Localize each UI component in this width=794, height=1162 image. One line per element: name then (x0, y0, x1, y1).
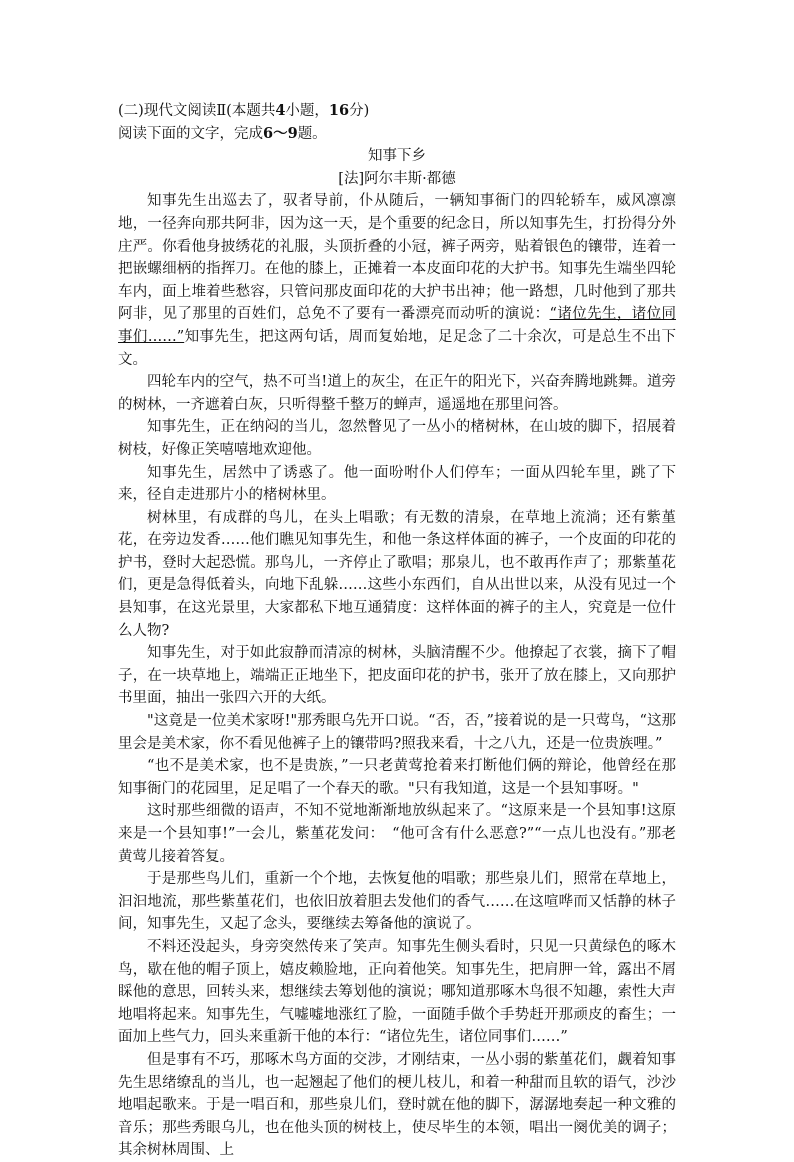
paragraph-6: 知事先生，对于如此寂静而清凉的树林，头脑清醒不少。他撩起了衣裳，摘下了帽子，在一块草地上，端端正正地坐下，把皮面印花的护书，张开了放在膝上，又向那护书里面，抽出一张四六开的大纸。 (118, 645, 676, 707)
underlined-quote: “诸位先生，诸位同事们……” (118, 306, 676, 345)
paragraph-7: "这竟是一位美术家呀!"那秀眼乌先开口说。“否，否，”接着说的是一只莺鸟，“这那里会是美术家，你不看见他裤子上的镶带吗?照我来看，十之八九，还是一位贵族哩。” (118, 713, 676, 752)
document-page (118, 100, 676, 1162)
paragraph-9 (118, 800, 676, 868)
paragraph-11: 不料还没起头，身旁突然传来了笑声。知事先生侧头看时，只见一只黄绿色的啄木鸟，歇在他的帽子顶上，嬉皮赖脸地，正向着他笑。知事先生，把肩胛一耸，露出不屑睬他的意思，回转头来，想继续去筹划他的演说；哪知道那啄木鸟很不知趣，索性大声地唱将起来。知事先生，气嘘嘘地涨红了脸，一面随手做个手势赶开那顽皮的畜生；一面加上些气力，回头来重新干他的本行：“诸位先生，诸位同事们……” (118, 938, 676, 1046)
question-count: 4 (275, 102, 286, 119)
section-heading-prefix: (二)现代文阅读Ⅱ(本题共 (118, 103, 276, 119)
paragraph-1-text-b: 知事先生，把这两句话，周而复始地，足足念了二十余次，可是总生不出下文。 (118, 328, 676, 368)
section-heading (118, 100, 676, 123)
instruction (118, 123, 676, 146)
section-heading-suffix: 分) (349, 103, 370, 119)
article-author: [法]阿尔丰斯·都德 (338, 170, 456, 187)
paragraph-5: 树林里，有成群的鸟儿，在头上唱歌；有无数的清泉，在草地上流淌；还有紫堇花，在旁边发香……他们瞧见知事先生，和他一条这样体面的裤子，一个皮面的印花的护书，登时大起恐慌。那鸟儿，一齐停止了歌唱；那泉儿，也不敢再作声了；那紫堇花们，更是急得低着头，向地下乱躲……这些小东西们，自从出世以来，从没有见过一个县知事，在这光景里，大家都私下地互通猜度：这样体面的裤子的主人，究竟是一位什么人物? (118, 509, 676, 639)
paragraph-9-text-a: 这时那些细微的语声，不知不觉地渐渐地放纵起来了。“这原来是一个县知事!这原来是一个县知事!”一会儿，紫堇花发问： (118, 803, 676, 842)
question-range: 6～9 (263, 124, 298, 142)
article-title: 知事下乡 (368, 148, 426, 165)
paragraph-1-text-a: 知事先生出巡去了，驭者导前，仆从随后，一辆知事衙门的四轮轿车，威风凛凛地，一径奔向那共阿非，因为这一天，是个重要的纪念日，所以知事先生，打扮得分外庄严。你看他身披绣花的礼服，头顶折叠的小冠，裤子两旁，贴着银色的镶带，连着一把嵌螺细柄的指挥刀。在他的膝上，正摊着一本皮面印花的大护书。知事先生端坐四轮车内，面上堆着些愁容，只管问那皮面印花的大护书出神；他一路想，几时他到了那共阿非，见了那里的百姓们，总免不了要有一番漂亮而动听的演说： (118, 193, 676, 323)
paragraph-12: 但是事有不巧，那啄木鸟方面的交涉，才刚结束，一丛小弱的紫堇花们，觑着知事先生思绪缭乱的当儿，也一起翘起了他们的梗儿枝儿，和着一种甜而且软的语气，沙沙地唱起歌来。于是一唱百和，那些泉儿们，登时就在他的脚下，潺潺地奏起一种文雅的音乐；那些秀眼乌儿，也在他头顶的树枝上，使尽毕生的本领，唱出一阕优美的调子；其余树林周围、上 (118, 1051, 676, 1159)
paragraph-9-text-b: “他可含有什么恶意?”“一点儿也没有。”那老黄莺儿接着答复。 (118, 826, 677, 865)
instruction-suffix: 题。 (297, 125, 327, 142)
total-score: 16 (328, 102, 350, 119)
section-heading-mid: 小题， (285, 103, 329, 119)
paragraph-8: “也不是美术家，也不是贵族，”一只老黄莺抢着来打断他们俩的辩论，他曾经在那知事衙门的花园里，足足唱了一个春天的歌。"只有我知道，这是一个县知事呀。" (118, 758, 676, 797)
paragraph-4: 知事先生，居然中了诱惑了。他一面吩咐仆人们停车；一面从四轮车里，跳了下来，径自走进那片小的楮树林里。 (118, 464, 676, 504)
paragraph-10: 于是那些鸟儿们，重新一个个地，去恢复他的唱歌；那些泉儿们，照常在草地上，汩汩地流，那些紫堇花们，也依旧放着胆去发他们的香气……在这喧哗而又恬静的林子间，知事先生，又起了念头，要继续去筹备他的演说了。 (118, 871, 676, 933)
paragraph-3: 知事先生，正在纳闷的当儿，忽然瞥见了一丛小的楮树林，在山坡的脚下，招展着树枝，好像正笑嘻嘻地欢迎他。 (118, 419, 676, 458)
instruction-prefix: 阅读下面的文字，完成 (118, 125, 263, 142)
paragraph-2: 四轮车内的空气，热不可当!道上的灰尘，在正午的阳光下，兴奋奔腾地跳舞。道旁的树林，一齐遮着白灰，只听得整千整万的蝉声，遥遥地在那里问答。 (118, 374, 676, 413)
paragraph-1 (118, 190, 676, 371)
